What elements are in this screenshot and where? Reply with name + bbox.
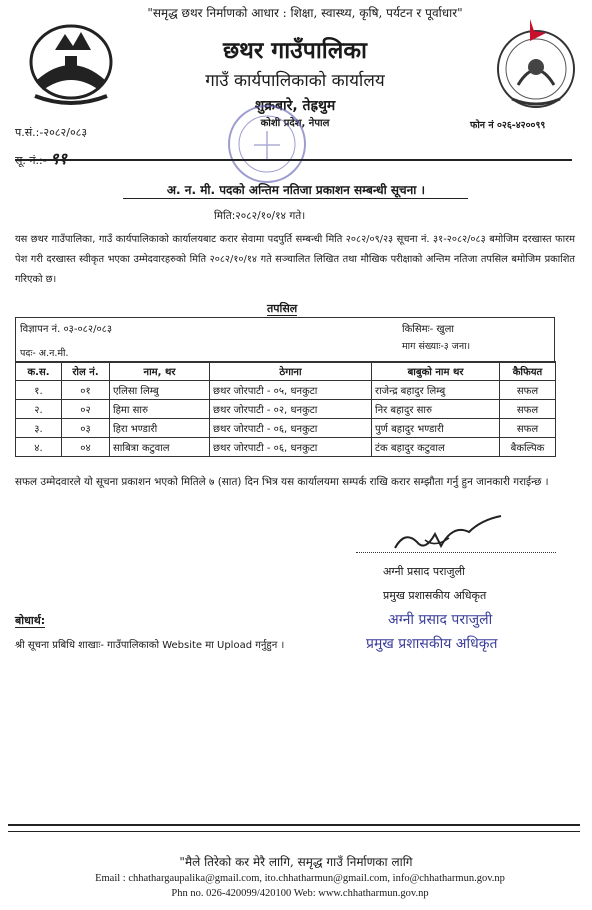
chalani-number: सू. नं.:- ९१ xyxy=(15,149,67,168)
remark-cell: सफल xyxy=(500,400,556,419)
serial-cell: ३. xyxy=(16,419,62,438)
signatory-name: अग्नी प्रसाद पराजुली xyxy=(383,565,465,578)
stamp-title: प्रमुख प्रशासकीय अधिकृत xyxy=(366,636,498,652)
father-name-cell: टंक बहादुर कटुवाल xyxy=(372,438,500,457)
office-subtitle: गाउँ कार्यपालिकाको कार्यालय xyxy=(205,71,385,91)
table-row xyxy=(16,438,556,457)
bodharth-item: श्री सूचना प्रबिधि शाखाः- गाउँपालिकाको Website मा Upload गर्नुहुन । xyxy=(15,640,285,651)
roll-cell: ०१ xyxy=(62,381,110,400)
notice-body: यस छथर गाउँपालिका, गाउँ कार्यपालिकाको कार्यालयबाट करार सेवामा पदपुर्ति सम्बन्धी मिति २०८२/०९/२३ सूचना नं. ३१-२०८२/०८३ बमोजिम दरखास्त फारम पेश गरी दरखास्त स्वीकृत भएका उम्मेदवारहरुको मिति २०८२/१०/१४ गते सञ्चालित लिखित तथा मौखिक परीक्षाको अन्तिम नतिजा तपसिल बमोजिम प्रकाशित गरिएको छ। xyxy=(15,234,575,285)
closing-paragraph: सफल उम्मेदवारले यो सूचना प्रकाशन भएको मितिले ७ (सात) दिन भित्र यस कार्यालयमा सम्पर्क राखि करार सम्झौता गर्नु हुन जानकारी गराईन्छ । xyxy=(15,476,549,488)
office-phone: फोन नं ०२६-४२००९९ xyxy=(470,120,546,131)
footer-divider-thin xyxy=(8,831,580,832)
office-stamp xyxy=(226,103,308,185)
address-cell: छथर जोरपाटी - ०६, धनकुटा xyxy=(210,438,372,457)
column-header: कैफियत xyxy=(500,362,556,381)
footer-divider xyxy=(8,824,580,826)
name-cell: साबित्रा कटुवाल xyxy=(110,438,210,457)
advertisement-number: विज्ञापन नं. ०३-०८२/०८३ xyxy=(20,324,113,335)
father-name-cell: राजेन्द्र बहादुर लिम्बु xyxy=(372,381,500,400)
schedule-title: तपसिल xyxy=(267,302,298,315)
serial-cell: ४. xyxy=(16,438,62,457)
footer-slogan: "मैले तिरेको कर मेरै लागि, समृद्ध गाउँ निर्माणका लागि xyxy=(179,855,413,869)
office-address: शुक्रबारे, तेह्रथुम xyxy=(254,98,336,114)
column-header: बाबुको नाम थर xyxy=(372,362,500,381)
signature-line xyxy=(356,552,556,553)
table-header-row xyxy=(16,362,556,381)
signatory-title: प्रमुख प्रशासकीय अधिकृत xyxy=(383,589,487,602)
father-name-cell: निर बहादुर सारु xyxy=(372,400,500,419)
remark-cell: सफल xyxy=(500,419,556,438)
municipality-logo xyxy=(492,15,580,110)
table-row xyxy=(16,400,556,419)
address-cell: छथर जोरपाटी - ०६, धनकुटा xyxy=(210,419,372,438)
office-name: छथर गाउँपालिका xyxy=(223,37,367,64)
address-cell: छथर जोरपाटी - ०५, धनकुटा xyxy=(210,381,372,400)
office-province: कोशी प्रदेश, नेपाल xyxy=(260,118,330,129)
results-table xyxy=(15,361,556,457)
name-cell: हिरा भण्डारी xyxy=(110,419,210,438)
father-name-cell: पुर्ण बहादुर भण्डारी xyxy=(372,419,500,438)
footer-phone-web: Phn no. 026-420099/420100 Web: www.chhatharmun.gov.np xyxy=(171,888,429,899)
address-cell: छथर जोरपाटी - ०२, धनकुटा xyxy=(210,400,372,419)
column-header: क.स. xyxy=(16,362,62,381)
reference-number: प.सं.:-२०८२/०८३ xyxy=(15,126,88,139)
notice-title-underline xyxy=(123,198,468,199)
column-header: नाम, थर xyxy=(110,362,210,381)
roll-cell: ०४ xyxy=(62,438,110,457)
footer-email: Email : chhathargaupalika@gmail.com, ito.chhatharmun@gmail.com, info@chhatharmun.gov.np xyxy=(95,873,505,884)
serial-cell: २. xyxy=(16,400,62,419)
government-emblem xyxy=(25,20,117,108)
notice-date: मिति:२०८२/१०/१४ गते। xyxy=(214,210,306,222)
demand-count: माग संख्याः-३ जना। xyxy=(402,341,471,352)
vacancy-type: किसिमः- खुला xyxy=(402,324,454,335)
name-cell: एलिसा लिम्बु xyxy=(110,381,210,400)
bodharth-label: बोधार्थ: xyxy=(15,614,46,627)
column-header: रोल नं. xyxy=(62,362,110,381)
header-tagline: "समृद्ध छथर निर्माणको आधार : शिक्षा, स्वास्थ्य, कृषि, पर्यटन र पूर्वाधार" xyxy=(147,6,463,20)
table-row xyxy=(16,419,556,438)
remark-cell: बैकल्पिक xyxy=(500,438,556,457)
roll-cell: ०३ xyxy=(62,419,110,438)
remark-cell: सफल xyxy=(500,381,556,400)
signature-image xyxy=(365,512,515,562)
name-cell: हिमा सारु xyxy=(110,400,210,419)
roll-cell: ०२ xyxy=(62,400,110,419)
header-divider xyxy=(15,159,572,161)
notice-title: अ. न. मी. पदको अन्तिम नतिजा प्रकाशन सम्बन्धी सूचना । xyxy=(166,183,426,197)
table-row xyxy=(16,381,556,400)
serial-cell: १. xyxy=(16,381,62,400)
stamp-name: अग्नी प्रसाद पराजुली xyxy=(388,612,493,628)
post-name: पदः- अ.न.मी. xyxy=(20,348,69,359)
column-header: ठेगाना xyxy=(210,362,372,381)
